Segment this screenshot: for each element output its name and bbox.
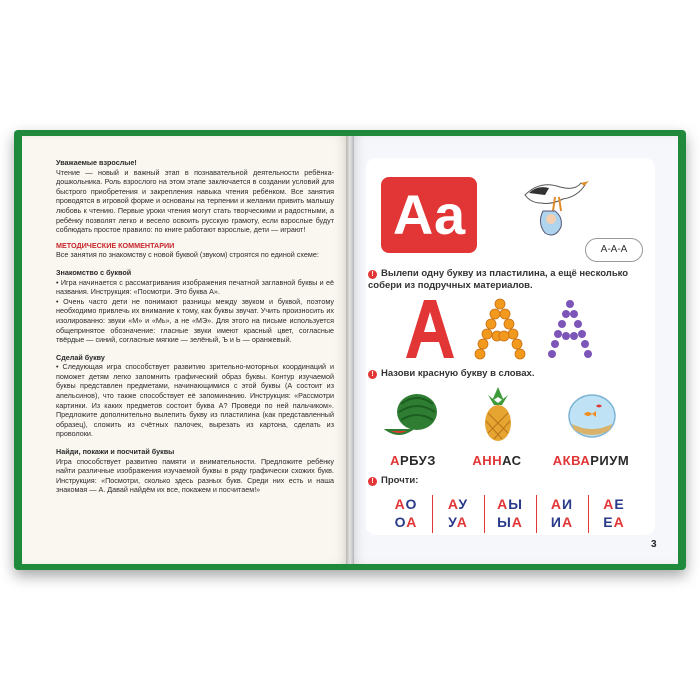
paragraph-1: • Игра начинается с рассматривания изображения печатной заглавной буквы и её названия. Инструкция: «Посмотри. Это буква А».: [56, 277, 334, 297]
word-akvarium: [546, 453, 636, 468]
watermelon-icon: [383, 390, 443, 440]
exclamation-icon: !: [368, 370, 377, 379]
task-2-text: Назови красную букву в словах.: [381, 368, 535, 379]
syllable: [542, 495, 582, 513]
syllable: [542, 513, 582, 531]
flower-letter-a: [548, 300, 592, 358]
syllable-letter: И: [562, 496, 574, 512]
page-number: 3: [651, 539, 657, 550]
paragraph-2: • Очень часто дети не понимают разницы между звуком и буквой, поэтому необходимо привлечь их внимание к тому, как буквы звучат. Учить произносить их изолированно: звуки «М» и «Мь», а не «МЭ». Для этого на письме используется общепринятое обозначение: гласные звуки имеют красный цвет, согласные твёрдые — синий, согласные мягкие — зелёный, Ъ и Ь — оранжевый.: [56, 296, 334, 345]
stork-icon: [515, 175, 590, 245]
syllable-letter: Е: [603, 514, 614, 530]
syllable: [386, 513, 426, 531]
word-akvarium-part-3: РИУМ: [590, 453, 630, 468]
syllable: [490, 513, 530, 531]
word-ananas-part-4: С: [511, 453, 522, 468]
word-ananas: [462, 453, 532, 468]
subheading-make-letter: Сделай букву: [56, 352, 105, 362]
section-intro: Все занятия по знакомству с новой буквой (звуком) строятся по единой схеме:: [56, 250, 319, 260]
word-akvarium-part-2: А: [580, 453, 591, 468]
syllable-divider: [588, 495, 589, 533]
aquarium-icon: [566, 390, 618, 440]
syllable: [594, 513, 634, 531]
syllable-letter: А: [603, 496, 615, 512]
syllable-col-3: [490, 495, 530, 531]
big-letter-tile: Аа: [381, 177, 477, 253]
intro-paragraph: Чтение — новый и важный этап в познавательной деятельности ребёнка-дошкольника. Роль взрослого на этом этапе заключается в создании условий для быстрого приобретения и закрепления навыка чтения ребёнком. Все занятия проводятся в игровой форме и основаны на терпении и желании привить малышу любовь к чтению. Первые уроки чтения могут стать творческими и радостными, а ребёнку позволят легко и весело освоить русскую грамоту, если взрослые будут соблюдать простое правило: по книге работают взрослые, дети — играют!: [56, 167, 334, 235]
exclamation-icon: !: [368, 270, 377, 279]
syllable-letter: А: [511, 514, 523, 530]
syllable: [490, 495, 530, 513]
syllable-letter: У: [448, 514, 457, 530]
word-ananas-part-1: АН: [472, 453, 493, 468]
greeting-heading: Уважаемые взрослые!: [56, 158, 137, 167]
task-1-text: Вылепи одну букву из пластилина, а ещё несколько собери из подручных материалов.: [368, 268, 629, 291]
paragraph-3: • Следующая игра способствует развитию зрительно-моторных координаций и поможет детям легко запомнить графический образ буквы. Контур изучаемой буквы представлен предметами, начинающимися с этой буквы (А состоит из апельсинов), что также способствует её запоминанию. Инструкция: «Рассмотри картинки. Из каких предметов состоит буква А? Проведи по ней пальчиком». Предложите дополнительно вылепить букву из пластилина (как представленный образец), сложить из счётных палочек, вырезать из картона, сделать из проволоки.: [56, 362, 334, 439]
left-page-text: [56, 158, 334, 495]
task-2: [368, 368, 638, 380]
subheading-letter-intro: Знакомство с буквой: [56, 267, 132, 277]
syllable-col-5: [594, 495, 634, 531]
syllable-letter: У: [458, 496, 469, 512]
subheading-find-letters: Найди, покажи и посчитай буквы: [56, 447, 175, 457]
syllable-letter: А: [550, 496, 563, 512]
task-3: [368, 475, 488, 487]
syllable-col-2: [438, 495, 478, 531]
syllable: [438, 513, 478, 531]
word-ananas-part-3: А: [502, 453, 512, 468]
syllable-letter: А: [613, 514, 625, 530]
letter-a-models: [400, 298, 640, 360]
syllable-letter: А: [447, 496, 459, 512]
task-3-text: Прочти:: [381, 475, 419, 486]
task-1: [368, 268, 638, 292]
pineapple-icon: [478, 385, 518, 443]
syllable-letter: А: [456, 514, 468, 530]
syllable-letter: И: [550, 514, 562, 530]
syllable-divider: [484, 495, 485, 533]
word-ananas-part-2: Н: [492, 453, 503, 468]
plasticine-letter-a: [406, 300, 454, 358]
syllable-letter: О: [394, 514, 407, 530]
syllable: [594, 495, 634, 513]
word-arbuz-red: А: [390, 453, 400, 468]
book-spine: [346, 136, 354, 564]
syllable-letter: Е: [614, 496, 625, 512]
speech-bubble: А-А-А: [585, 238, 643, 262]
paragraph-4: Игра способствует развитию памяти и внимательности. Предложите ребёнку найти различные изображения изучаемой буквы в ряду графически схожих букв. Инструкция: «Посмотри, сколько здесь разных букв. Среди них есть и наша знакомая — А. Давай найдём их все, покажем и посчитаем!»: [56, 456, 334, 495]
section-title: МЕТОДИЧЕСКИЕ КОММЕНТАРИИ: [56, 240, 175, 250]
syllable-col-1: [386, 495, 426, 531]
syllable-letter: Ы: [497, 514, 512, 530]
syllable-letter: А: [406, 514, 418, 530]
word-arbuz: [378, 453, 448, 468]
syllable-letter: Ы: [508, 496, 523, 512]
syllable-letter: А: [394, 496, 406, 512]
syllable-letter: О: [405, 496, 418, 512]
syllable-divider: [432, 495, 433, 533]
syllable-letter: А: [561, 514, 574, 530]
syllable-divider: [536, 495, 537, 533]
word-arbuz-rest: РБУЗ: [399, 453, 436, 468]
syllable-letter: А: [497, 496, 509, 512]
syllable-col-4: [542, 495, 582, 531]
exclamation-icon: !: [368, 477, 377, 486]
word-akvarium-part-1: АКВ: [552, 453, 581, 468]
orange-letter-a: [475, 299, 525, 359]
syllable: [438, 495, 478, 513]
syllable: [386, 495, 426, 513]
